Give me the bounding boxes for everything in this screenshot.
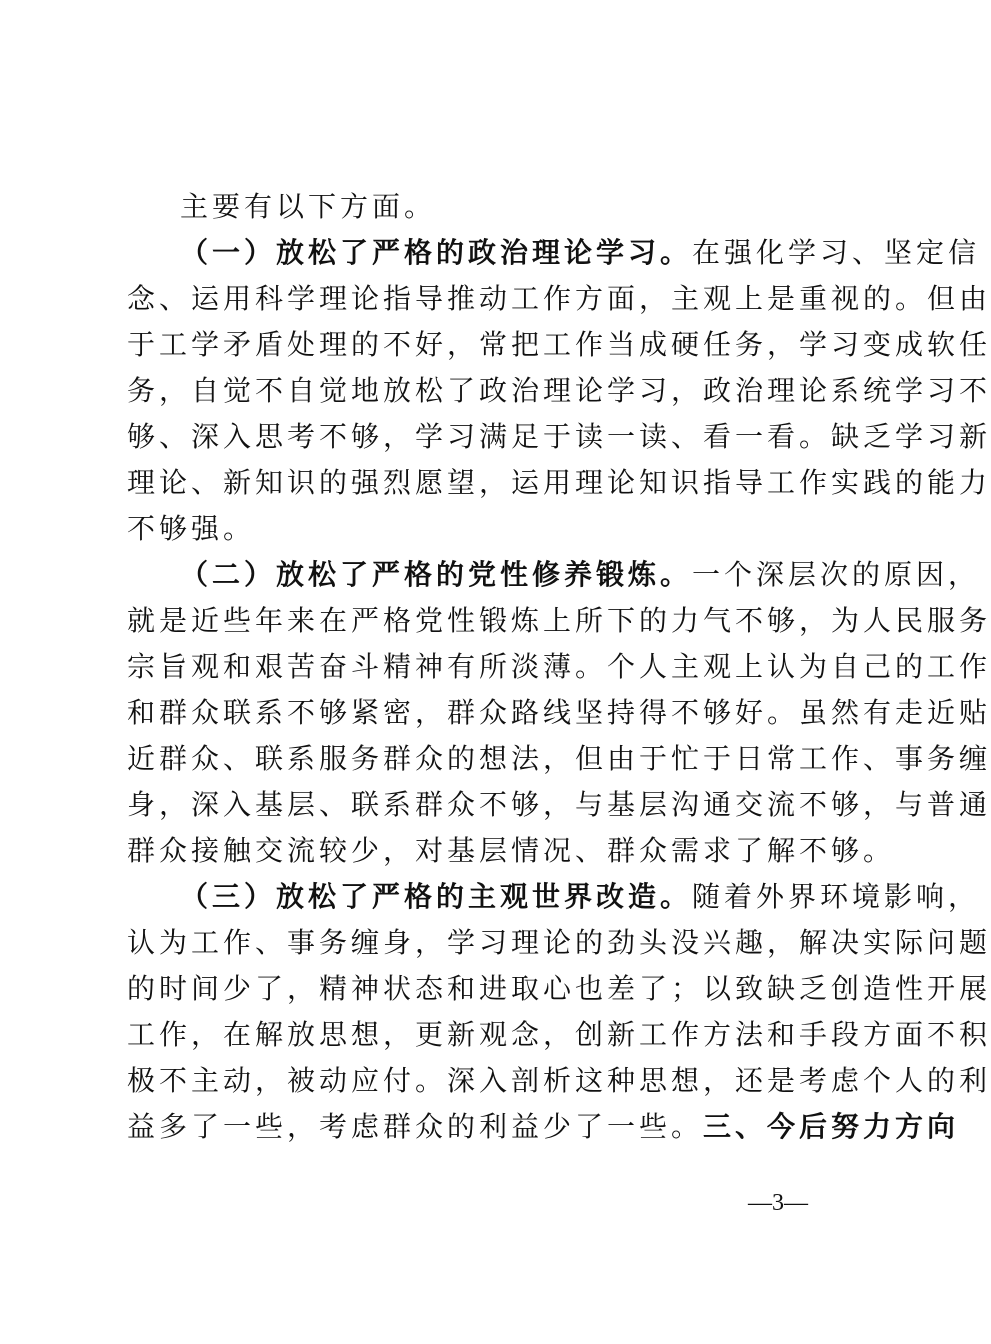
text-line (127, 966, 991, 1012)
text-line (127, 690, 991, 736)
text-line (127, 736, 991, 782)
text-line (127, 460, 991, 506)
chapter-heading: 三、今后努力方向 (703, 1110, 960, 1143)
text-segment: 念、运用科学理论指导推动工作方面，主观上是重视的。但由 (127, 282, 991, 315)
text-line (127, 1058, 991, 1104)
text-segment: 极不主动，被动应付。深入剖析这种思想，还是考虑个人的利 (127, 1064, 991, 1097)
text-segment: 和群众联系不够紧密，群众路线坚持得不够好。虽然有走近贴 (127, 696, 991, 729)
text-segment: 就是近些年来在严格党性锻炼上所下的力气不够，为人民服务 (127, 604, 991, 637)
text-line (180, 184, 900, 230)
text-segment: 宗旨观和艰苦奋斗精神有所淡薄。个人主观上认为自己的工作 (127, 650, 991, 683)
text-line (127, 1104, 960, 1150)
page-number: —3— (748, 1190, 808, 1216)
text-segment: 的时间少了，精神状态和进取心也差了；以致缺乏创造性开展 (127, 972, 991, 1005)
text-line (180, 552, 981, 598)
text-line (127, 1012, 991, 1058)
text-line (180, 874, 981, 920)
text-line (127, 644, 991, 690)
text-segment: 认为工作、事务缠身，学习理论的劲头没兴趣，解决实际问题 (127, 926, 991, 959)
text-segment: 主要有以下方面。 (180, 190, 437, 223)
text-segment: 近群众、联系服务群众的想法，但由于忙于日常工作、事务缠 (127, 742, 991, 775)
text-segment: 工作，在解放思想，更新观念，创新工作方法和手段方面不积 (127, 1018, 991, 1051)
text-segment: 群众接触交流较少，对基层情况、群众需求了解不够。 (127, 834, 896, 867)
text-line (127, 368, 991, 414)
text-line (127, 506, 847, 552)
text-line (127, 598, 991, 644)
text-segment: 随着外界环境影响， (692, 880, 981, 913)
section-heading: （三）放松了严格的主观世界改造。 (180, 880, 693, 913)
text-line (127, 920, 991, 966)
text-line (127, 782, 991, 828)
text-line (180, 230, 981, 276)
text-line (127, 828, 896, 874)
text-segment: 于工学矛盾处理的不好，常把工作当成硬任务，学习变成软任 (127, 328, 991, 361)
section-heading: （二）放松了严格的党性修养锻炼。 (180, 558, 693, 591)
text-segment: 够、深入思考不够，学习满足于读一读、看一看。缺乏学习新 (127, 420, 991, 453)
text-segment: 不够强。 (127, 512, 256, 545)
text-line (127, 276, 991, 322)
text-segment: 身，深入基层、联系群众不够，与基层沟通交流不够，与普通 (127, 788, 991, 821)
text-segment: 在强化学习、坚定信 (692, 236, 981, 269)
text-line (127, 322, 991, 368)
text-segment: 理论、新知识的强烈愿望，运用理论知识指导工作实践的能力 (127, 466, 991, 499)
text-segment: 一个深层次的原因， (692, 558, 981, 591)
text-segment: 务，自觉不自觉地放松了政治理论学习，政治理论系统学习不 (127, 374, 991, 407)
section-heading: （一）放松了严格的政治理论学习。 (180, 236, 693, 269)
text-line (127, 414, 991, 460)
text-segment: 益多了一些，考虑群众的利益少了一些。 (127, 1110, 704, 1143)
